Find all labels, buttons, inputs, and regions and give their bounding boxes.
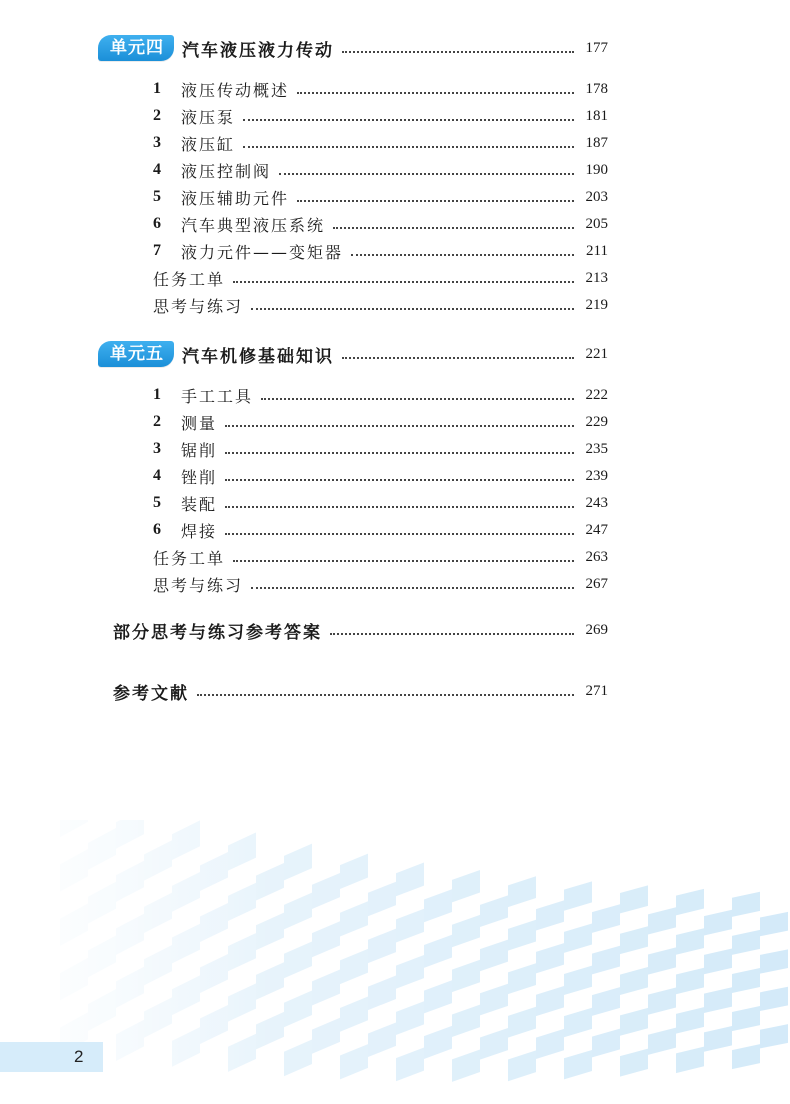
toc-entry[interactable] <box>153 131 608 155</box>
entry-index: 3 <box>153 134 161 151</box>
entry-index: 6 <box>153 215 161 232</box>
toc-entry[interactable] <box>153 293 608 317</box>
entry-index: 5 <box>153 188 161 205</box>
entry-title: 焊接 <box>181 521 218 541</box>
dot-leader <box>351 254 574 256</box>
dot-leader <box>225 533 574 535</box>
toc-entry[interactable] <box>153 383 608 407</box>
toc-entry[interactable] <box>153 518 608 542</box>
page-number: 177 <box>585 39 608 56</box>
entry-index: 2 <box>153 107 161 124</box>
page-number: 247 <box>585 521 608 538</box>
entry-title: 液压控制阀 <box>181 161 272 181</box>
entry-title: 装配 <box>181 494 218 514</box>
page-number-badge <box>0 1042 103 1072</box>
entry-title: 手工工具 <box>181 386 254 406</box>
entry-index: 3 <box>153 440 161 457</box>
toc-entry[interactable] <box>153 464 608 488</box>
dot-leader <box>330 633 574 635</box>
dot-leader <box>297 92 574 94</box>
dot-leader <box>342 357 574 359</box>
dot-leader <box>197 694 574 696</box>
page-number: 267 <box>585 575 608 592</box>
page-number-label: 2 <box>74 1047 84 1066</box>
unit-badge: 单元五 <box>98 341 174 367</box>
entry-title: 液压辅助元件 <box>181 188 290 208</box>
page-number: 221 <box>585 345 608 362</box>
page-number: 263 <box>585 548 608 565</box>
toc-entry[interactable] <box>153 491 608 515</box>
entry-title: 液压缸 <box>181 134 236 154</box>
toc-entry[interactable] <box>153 545 608 569</box>
dot-leader <box>251 587 574 589</box>
page-number: 187 <box>585 134 608 151</box>
page-number: 190 <box>585 161 608 178</box>
page-number: 211 <box>586 242 608 259</box>
entry-index: 1 <box>153 386 161 403</box>
page-number: 219 <box>585 296 608 313</box>
unit-title: 汽车机修基础知识 <box>182 346 334 367</box>
dot-leader <box>225 452 574 454</box>
toc-entry[interactable] <box>153 266 608 290</box>
entry-title: 任务工单 <box>153 269 226 289</box>
entry-index: 6 <box>153 521 161 538</box>
page-number: 222 <box>585 386 608 403</box>
entry-index: 7 <box>153 242 161 259</box>
entry-title: 任务工单 <box>153 548 226 568</box>
toc-entry[interactable] <box>153 572 608 596</box>
entry-title: 锉削 <box>181 467 218 487</box>
page-number: 213 <box>585 269 608 286</box>
page-number: 203 <box>585 188 608 205</box>
entry-index: 4 <box>153 161 161 178</box>
dot-leader <box>333 227 574 229</box>
page-number: 229 <box>585 413 608 430</box>
entry-title: 测量 <box>181 413 218 433</box>
dot-leader <box>251 308 574 310</box>
entry-title: 思考与练习 <box>153 575 244 595</box>
page-number: 235 <box>585 440 608 457</box>
toc-entry[interactable] <box>153 410 608 434</box>
entry-title: 参考文献 <box>113 683 189 704</box>
toc-entry[interactable] <box>153 212 608 236</box>
dot-leader <box>279 173 574 175</box>
dot-leader <box>225 479 574 481</box>
entry-index: 4 <box>153 467 161 484</box>
unit-badge: 单元四 <box>98 35 174 61</box>
entry-title: 思考与练习 <box>153 296 244 316</box>
page-number: 239 <box>585 467 608 484</box>
entry-index: 2 <box>153 413 161 430</box>
dot-leader <box>243 146 574 148</box>
page-number: 271 <box>585 682 608 699</box>
page-number: 243 <box>585 494 608 511</box>
entry-title: 液压泵 <box>181 107 236 127</box>
toc-entry[interactable] <box>153 158 608 182</box>
page-number: 269 <box>585 621 608 638</box>
page-number: 178 <box>585 80 608 97</box>
dot-leader <box>233 281 574 283</box>
unit-header[interactable] <box>98 339 608 369</box>
dot-leader <box>297 200 574 202</box>
toc-entry[interactable] <box>153 77 608 101</box>
dot-leader <box>233 560 574 562</box>
entry-index: 5 <box>153 494 161 511</box>
checkered-wave-decoration <box>0 820 790 1104</box>
entry-index: 1 <box>153 80 161 97</box>
entry-title: 液压传动概述 <box>181 80 290 100</box>
entry-title: 部分思考与练习参考答案 <box>113 622 322 643</box>
entry-title: 液力元件——变矩器 <box>181 242 344 262</box>
toc-entry[interactable] <box>153 239 608 263</box>
toc-entry-appendix[interactable] <box>113 616 608 644</box>
dot-leader <box>261 398 574 400</box>
dot-leader <box>225 506 574 508</box>
page-number: 205 <box>585 215 608 232</box>
entry-title: 锯削 <box>181 440 218 460</box>
toc-entry-references[interactable] <box>113 677 608 705</box>
toc-entry[interactable] <box>153 104 608 128</box>
unit-header[interactable] <box>98 33 608 63</box>
unit-title: 汽车液压液力传动 <box>182 40 334 61</box>
toc-entry[interactable] <box>153 185 608 209</box>
toc-entry[interactable] <box>153 437 608 461</box>
page-number: 181 <box>585 107 608 124</box>
entry-title: 汽车典型液压系统 <box>181 215 326 235</box>
dot-leader <box>225 425 574 427</box>
dot-leader <box>342 51 574 53</box>
dot-leader <box>243 119 574 121</box>
